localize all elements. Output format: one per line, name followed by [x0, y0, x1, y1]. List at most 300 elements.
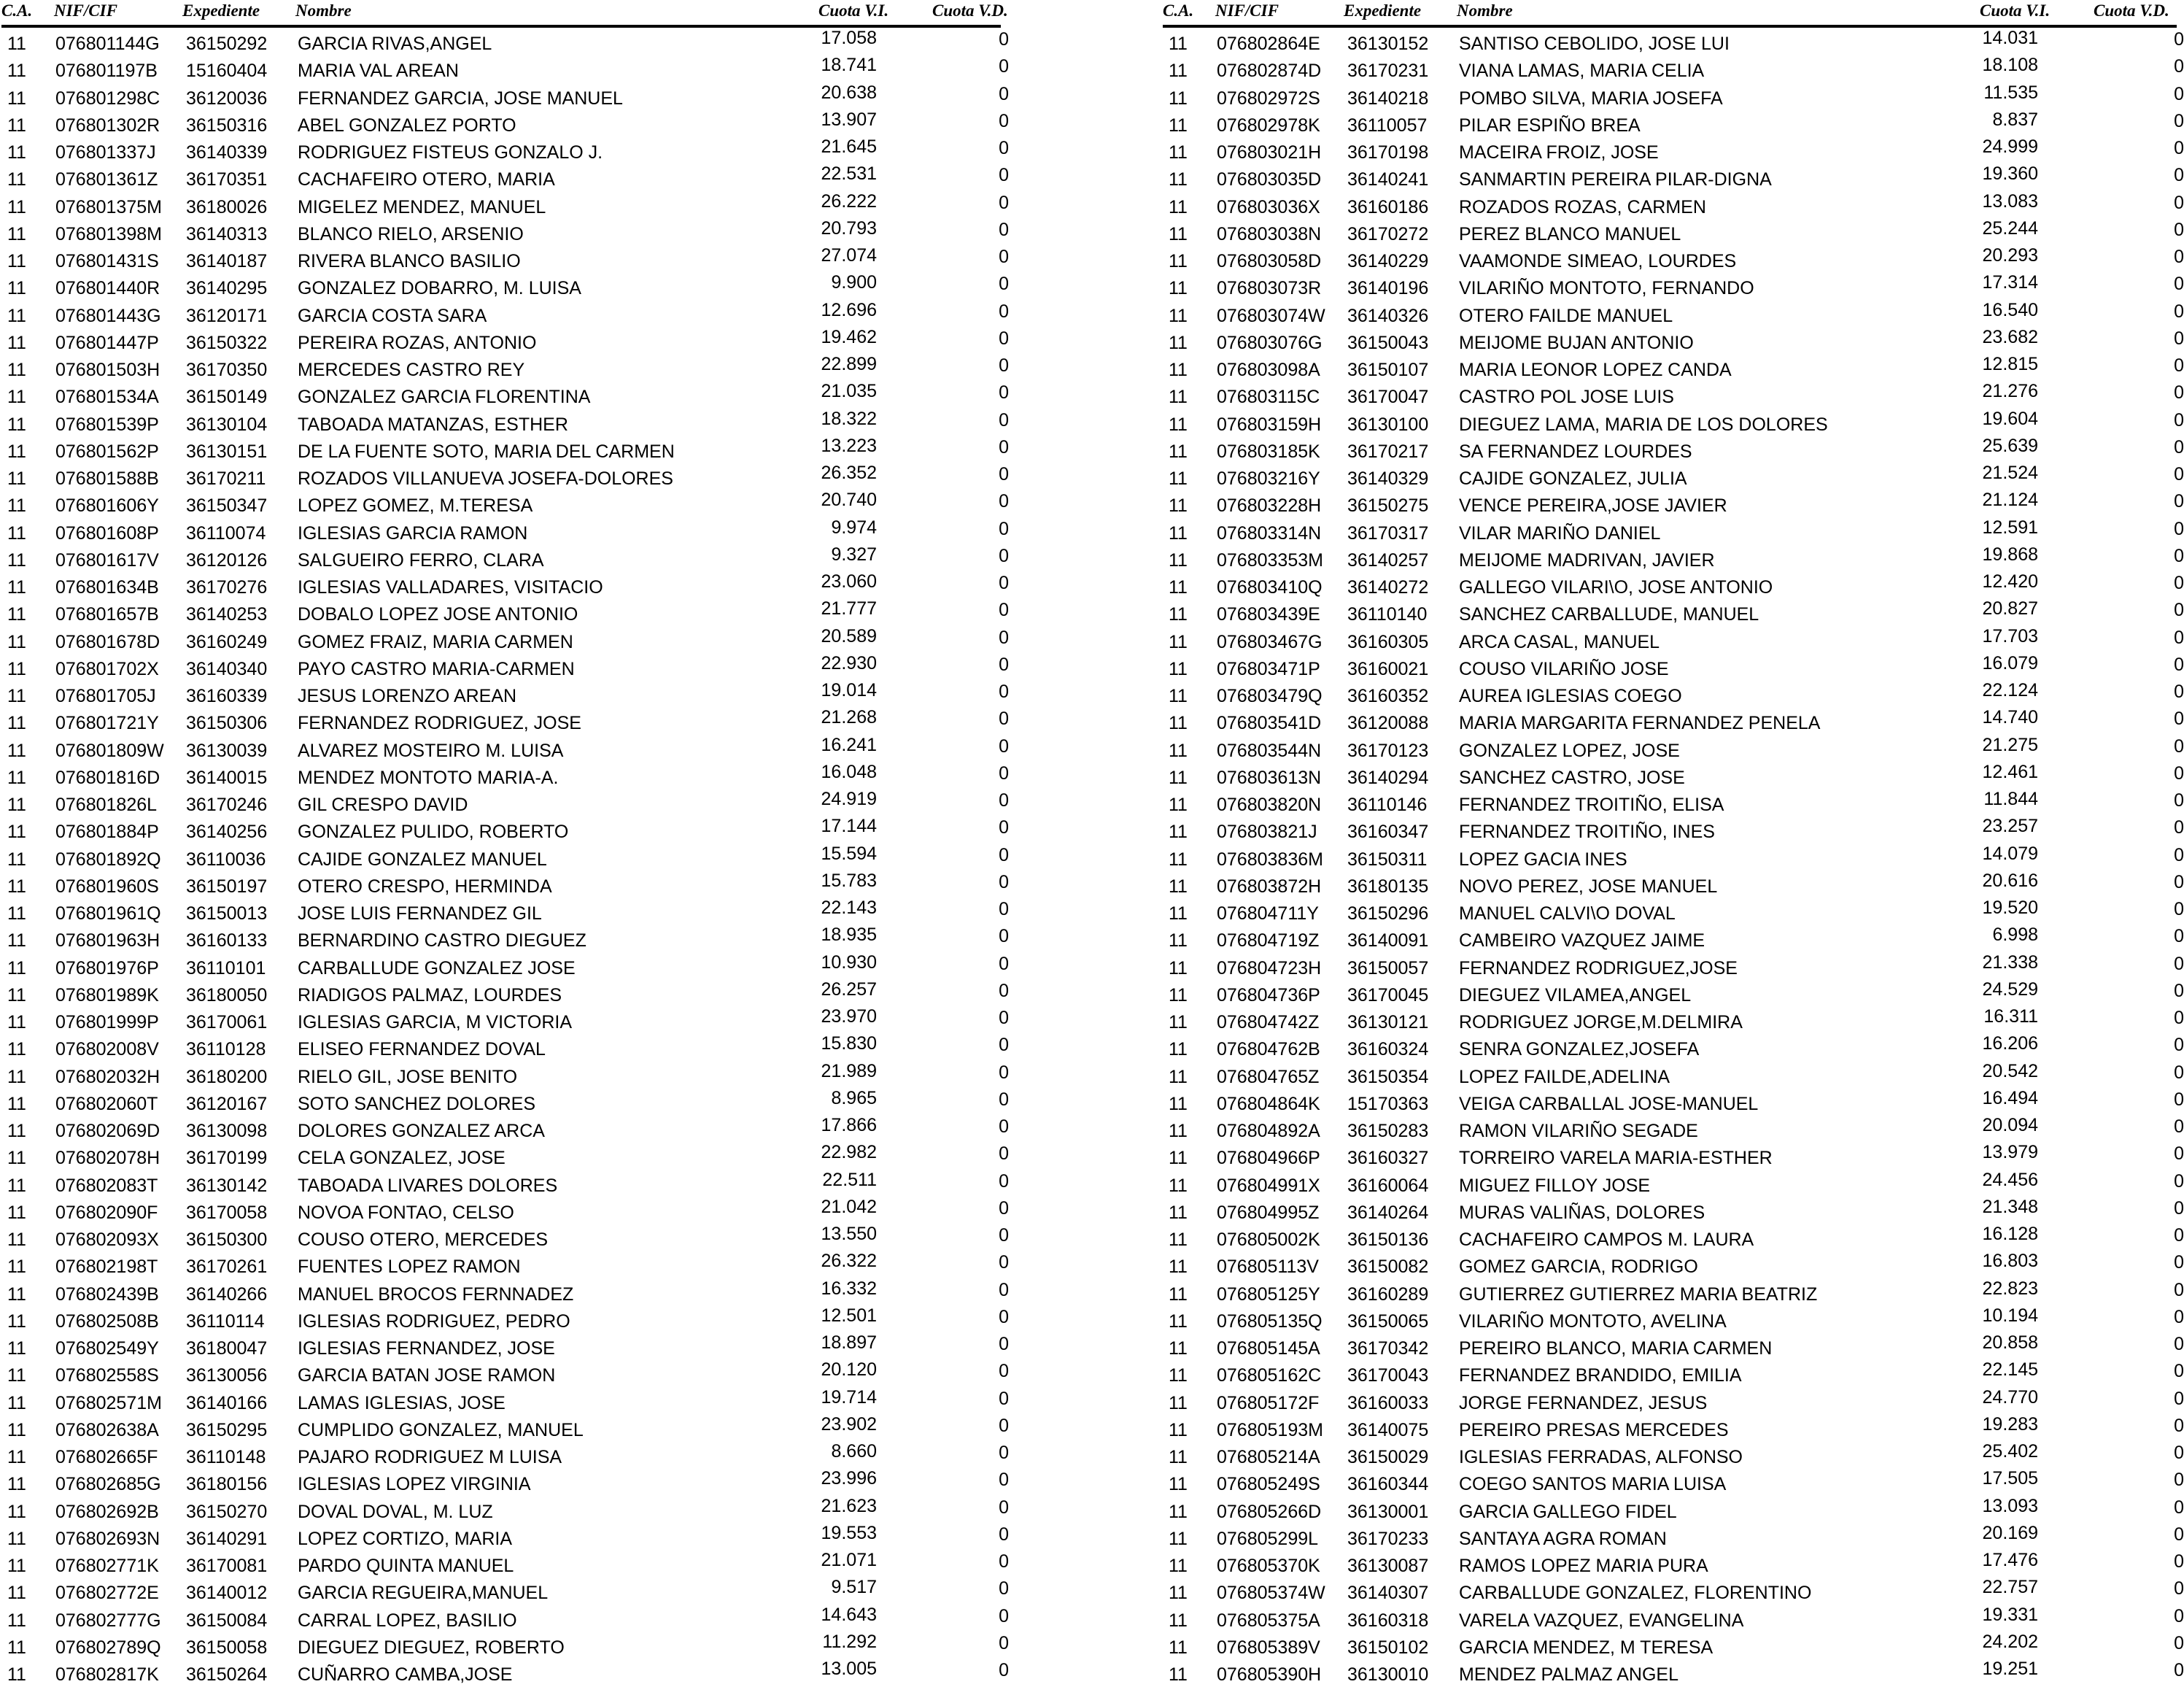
cell-expediente: 36160289 — [1347, 1284, 1429, 1305]
cuota-vd-box — [2155, 790, 2184, 812]
cell-cuota-vi: 20.293 — [1982, 245, 2038, 266]
cell-nif: 076803076G — [1217, 333, 1323, 353]
cell-expediente: 36180050 — [186, 985, 268, 1005]
cell-cuota-vi: 21.989 — [821, 1061, 877, 1081]
table-row — [1161, 1035, 2183, 1062]
cell-cuota-vd: 0 — [999, 1035, 1009, 1055]
table-row — [1161, 573, 2183, 600]
cell-ca: 11 — [7, 1583, 26, 1603]
table-row — [0, 1116, 1021, 1143]
table-row — [1161, 1171, 2183, 1198]
cell-nif: 076803058D — [1217, 251, 1322, 271]
cell-expediente: 36130010 — [1347, 1664, 1429, 1685]
table-row — [1161, 193, 2183, 220]
cuota-vi-box — [1958, 517, 2038, 539]
cell-nombre: GOMEZ GARCIA, RODRIGO — [1459, 1256, 1698, 1277]
cell-nombre: ABEL GONZALEZ PORTO — [298, 115, 516, 136]
header-cuota-vi: Cuota V.I. — [818, 1, 889, 20]
cell-expediente: 15160404 — [186, 61, 268, 81]
cuota-vi-box — [797, 897, 877, 919]
cuota-vd-box — [980, 247, 1009, 269]
cell-cuota-vi: 20.120 — [821, 1359, 877, 1380]
cell-ca: 11 — [7, 1311, 26, 1332]
table-row — [0, 1443, 1021, 1470]
table-row — [0, 845, 1021, 872]
cuota-vd-box — [2155, 437, 2184, 459]
cell-cuota-vd: 0 — [999, 1660, 1009, 1680]
cell-nombre: FERNANDEZ RODRIGUEZ, JOSE — [298, 713, 581, 733]
cuota-vd-box — [980, 1524, 1009, 1546]
cell-nif: 076801337J — [55, 142, 156, 163]
table-row — [0, 437, 1021, 464]
cuota-vi-box — [797, 1305, 877, 1327]
cell-nif: 076801375M — [55, 197, 162, 217]
cuota-vd-box — [980, 1008, 1009, 1030]
cuota-vi-box — [1958, 109, 2038, 131]
cell-expediente: 36160305 — [1347, 632, 1429, 652]
cuota-vi-box — [1958, 952, 2038, 974]
cell-ca: 11 — [1169, 197, 1188, 217]
table-row — [1161, 817, 2183, 844]
cuota-vi-box — [797, 924, 877, 946]
cell-expediente: 36150149 — [186, 387, 268, 407]
cell-expediente: 36140295 — [186, 278, 268, 298]
table-row — [1161, 1551, 2183, 1578]
cell-ca: 11 — [7, 686, 26, 706]
cell-cuota-vi: 13.223 — [821, 436, 877, 456]
cell-nombre: FERNANDEZ GARCIA, JOSE MANUEL — [298, 88, 623, 109]
cell-ca: 11 — [7, 958, 26, 978]
cuota-vd-box — [980, 1062, 1009, 1084]
cell-cuota-vi: 14.031 — [1982, 28, 2038, 48]
table-row — [1161, 138, 2183, 165]
cuota-vd-box — [2155, 111, 2184, 133]
cell-nombre: COUSO OTERO, MERCEDES — [298, 1229, 549, 1250]
cuota-vi-box — [1958, 1224, 2038, 1246]
cell-cuota-vi: 20.827 — [1982, 598, 2038, 619]
cell-expediente: 36150029 — [1347, 1447, 1429, 1467]
cell-nombre: RIADIGOS PALMAZ, LOURDES — [298, 985, 562, 1005]
cell-cuota-vd: 0 — [2174, 926, 2184, 946]
cell-expediente: 36170261 — [186, 1256, 268, 1277]
cell-expediente: 36140253 — [186, 604, 268, 625]
cell-cuota-vd: 0 — [2174, 1089, 2184, 1110]
cell-nombre: MARIA VAL AREAN — [298, 61, 459, 81]
cell-ca: 11 — [1169, 224, 1188, 244]
cell-ca: 11 — [1169, 577, 1188, 598]
cuota-vd-box — [980, 628, 1009, 649]
cell-cuota-vd: 0 — [999, 464, 1009, 485]
cell-nombre: IGLESIAS RODRIGUEZ, PEDRO — [298, 1311, 570, 1332]
cell-ca: 11 — [7, 1393, 26, 1413]
cell-nombre: SOTO SANCHEZ DOLORES — [298, 1094, 535, 1114]
table-row — [0, 1606, 1021, 1633]
cell-cuota-vi: 9.974 — [831, 517, 877, 538]
cell-expediente: 36140294 — [1347, 768, 1429, 788]
cuota-vd-box — [980, 1307, 1009, 1329]
table-row — [1161, 763, 2183, 790]
table-row — [0, 1198, 1021, 1225]
cell-nif: 076802693N — [55, 1529, 160, 1549]
cell-nombre: GONZALEZ DOBARRO, M. LUISA — [298, 278, 581, 298]
cell-cuota-vd: 0 — [2174, 247, 2184, 267]
cell-expediente: 36130039 — [186, 741, 268, 761]
cell-nif: 076802874D — [1217, 61, 1322, 81]
cell-cuota-vd: 0 — [2174, 981, 2184, 1001]
cell-cuota-vd: 0 — [999, 1198, 1009, 1219]
cell-expediente: 36140307 — [1347, 1583, 1429, 1603]
cell-ca: 11 — [7, 1338, 26, 1359]
cell-cuota-vi: 12.815 — [1982, 354, 2038, 374]
cell-ca: 11 — [7, 1148, 26, 1168]
cell-nombre: RAMON VILARIÑO SEGADE — [1459, 1121, 1698, 1141]
cell-nif: 076803185K — [1217, 441, 1320, 462]
table-row — [1161, 301, 2183, 328]
table-row — [1161, 682, 2183, 709]
cell-cuota-vi: 14.643 — [821, 1605, 877, 1625]
cell-ca: 11 — [1169, 876, 1188, 897]
cell-nif: 076802571M — [55, 1393, 162, 1413]
cuota-vi-box — [797, 109, 877, 131]
cell-nif: 076805389V — [1217, 1637, 1320, 1658]
cell-cuota-vi: 6.998 — [1992, 924, 2038, 945]
cell-cuota-vi: 16.241 — [821, 735, 877, 755]
table-row — [1161, 1606, 2183, 1633]
cuota-vd-box — [2155, 1361, 2184, 1383]
cell-nombre: CUMPLIDO GONZALEZ, MANUEL — [298, 1420, 584, 1440]
cell-ca: 11 — [1169, 61, 1188, 81]
cuota-vd-box — [2155, 519, 2184, 541]
cell-expediente: 36140241 — [1347, 169, 1429, 190]
cell-nombre: LOPEZ GOMEZ, M.TERESA — [298, 495, 533, 516]
cuota-vi-box — [1958, 1305, 2038, 1327]
table-row — [0, 1416, 1021, 1443]
header-nif: NIF/CIF — [1215, 1, 1279, 20]
cell-expediente: 36170246 — [186, 795, 268, 815]
cuota-vi-box — [797, 1359, 877, 1381]
cuota-vd-box — [2155, 29, 2184, 51]
cell-cuota-vd: 0 — [2174, 1443, 2184, 1463]
cell-nombre: GONZALEZ PULIDO, ROBERTO — [298, 822, 569, 842]
cell-cuota-vi: 18.741 — [821, 55, 877, 75]
cuota-vd-box — [2155, 1524, 2184, 1546]
cell-nombre: MURAS VALIÑAS, DOLORES — [1459, 1202, 1705, 1223]
cell-cuota-vi: 23.996 — [821, 1468, 877, 1489]
cuota-vi-box — [797, 517, 877, 539]
cuota-vi-box — [797, 1278, 877, 1300]
cuota-vd-box — [2155, 872, 2184, 894]
table-row — [1161, 1062, 2183, 1089]
cell-cuota-vi: 20.740 — [821, 490, 877, 510]
cuota-vd-box — [980, 1551, 1009, 1573]
cell-ca: 11 — [1169, 142, 1188, 163]
cell-nif: 076805135Q — [1217, 1311, 1323, 1332]
cuota-vd-box — [2155, 1089, 2184, 1111]
cell-expediente: 36150316 — [186, 115, 268, 136]
table-row — [0, 628, 1021, 655]
table-row — [0, 817, 1021, 844]
cell-nombre: RIVERA BLANCO BASILIO — [298, 251, 521, 271]
cell-ca: 11 — [1169, 985, 1188, 1005]
cell-ca: 11 — [1169, 1420, 1188, 1440]
cell-cuota-vi: 19.553 — [821, 1523, 877, 1543]
cell-expediente: 36160021 — [1347, 659, 1429, 679]
cell-cuota-vi: 26.222 — [821, 191, 877, 212]
cell-cuota-vi: 24.999 — [1982, 136, 2038, 157]
cell-cuota-vd: 0 — [2174, 410, 2184, 431]
cell-ca: 11 — [7, 741, 26, 761]
cell-nif: 076802069D — [55, 1121, 160, 1141]
cell-cuota-vi: 17.505 — [1982, 1468, 2038, 1489]
cell-nombre: GONZALEZ LOPEZ, JOSE — [1459, 741, 1680, 761]
cuota-vi-box — [797, 1550, 877, 1572]
cell-expediente: 36170061 — [186, 1012, 268, 1032]
cell-nif: 076801989K — [55, 985, 159, 1005]
cell-cuota-vd: 0 — [2174, 56, 2184, 77]
cell-cuota-vd: 0 — [999, 1524, 1009, 1545]
table-row — [1161, 274, 2183, 301]
cell-expediente: 36170043 — [1347, 1365, 1429, 1386]
cuota-vi-box — [1958, 707, 2038, 729]
table-row — [0, 709, 1021, 736]
cuota-vi-box — [797, 1605, 877, 1626]
cell-nif: 076801721Y — [55, 713, 159, 733]
cuota-vi-box — [797, 1441, 877, 1463]
cell-nif: 076801443G — [55, 306, 161, 326]
cell-expediente: 36180200 — [186, 1067, 268, 1087]
cell-ca: 11 — [1169, 1067, 1188, 1087]
table-row — [0, 1524, 1021, 1551]
cuota-vi-box — [1958, 300, 2038, 322]
cell-cuota-vi: 9.517 — [831, 1577, 877, 1597]
cell-nif: 076803021H — [1217, 142, 1322, 163]
cell-cuota-vi: 21.524 — [1982, 463, 2038, 483]
cell-nif: 076805125Y — [1217, 1284, 1320, 1305]
cell-nombre: FERNANDEZ TROITIÑO, ELISA — [1459, 795, 1724, 815]
cell-cuota-vd: 0 — [999, 926, 1009, 946]
cell-cuota-vd: 0 — [2174, 1225, 2184, 1246]
cell-nombre: CUÑARRO CAMBA,JOSE — [298, 1664, 513, 1685]
cell-expediente: 36170217 — [1347, 441, 1429, 462]
cell-ca: 11 — [1169, 1148, 1188, 1168]
cuota-vi-box — [1958, 1088, 2038, 1110]
cell-nombre: RODRIGUEZ FISTEUS GONZALO J. — [298, 142, 603, 163]
cell-nombre: ELISEO FERNANDEZ DOVAL — [298, 1039, 546, 1059]
cell-expediente: 36130151 — [186, 441, 268, 462]
cuota-vd-box — [980, 790, 1009, 812]
cell-cuota-vi: 23.902 — [821, 1414, 877, 1435]
cuota-vi-box — [1958, 816, 2038, 838]
cell-cuota-vd: 0 — [2174, 709, 2184, 729]
table-row — [0, 1389, 1021, 1416]
cell-nif: 076802093X — [55, 1229, 159, 1250]
cell-cuota-vd: 0 — [999, 899, 1009, 919]
cuota-vi-box — [797, 28, 877, 50]
cuota-vd-box — [2155, 954, 2184, 976]
cell-cuota-vi: 20.589 — [821, 626, 877, 646]
cell-ca: 11 — [1169, 278, 1188, 298]
table-row — [0, 193, 1021, 220]
cell-nif: 076801826L — [55, 795, 158, 815]
cell-cuota-vi: 21.268 — [821, 707, 877, 727]
cuota-vd-box — [980, 954, 1009, 976]
cell-cuota-vi: 11.844 — [1983, 789, 2038, 809]
cell-cuota-vi: 21.035 — [821, 381, 877, 401]
table-row — [1161, 1280, 2183, 1307]
header-cuota-vi: Cuota V.I. — [1980, 1, 2051, 20]
cell-nif: 076805002K — [1217, 1229, 1320, 1250]
cell-expediente: 36130100 — [1347, 414, 1429, 435]
cuota-vd-box — [2155, 301, 2184, 323]
cell-expediente: 36160327 — [1347, 1148, 1429, 1168]
cell-ca: 11 — [7, 197, 26, 217]
cuota-vi-box — [797, 1251, 877, 1273]
cuota-vi-box — [1958, 844, 2038, 865]
cuota-vi-box — [1958, 1115, 2038, 1137]
cell-nombre: JOSE LUIS FERNANDEZ GIL — [298, 903, 542, 924]
cell-cuota-vi: 21.276 — [1982, 381, 2038, 401]
cell-ca: 11 — [7, 333, 26, 353]
cell-nif: 076801503H — [55, 360, 160, 380]
cuota-vd-box — [980, 1334, 1009, 1356]
table-row — [1161, 845, 2183, 872]
cell-nombre: CACHAFEIRO OTERO, MARIA — [298, 169, 555, 190]
cell-cuota-vd: 0 — [999, 845, 1009, 865]
cell-cuota-vd: 0 — [999, 655, 1009, 675]
cell-cuota-vi: 21.042 — [821, 1197, 877, 1217]
cuota-vi-box — [1958, 1142, 2038, 1164]
table-row — [1161, 790, 2183, 817]
cell-nif: 076805249S — [1217, 1474, 1320, 1494]
cell-ca: 11 — [7, 659, 26, 679]
cell-cuota-vd: 0 — [2174, 464, 2184, 485]
cell-ca: 11 — [7, 169, 26, 190]
cell-nombre: VENCE PEREIRA,JOSE JAVIER — [1459, 495, 1727, 516]
cuota-vd-box — [980, 1252, 1009, 1274]
cell-expediente: 36150082 — [1347, 1256, 1429, 1277]
cell-cuota-vi: 22.982 — [821, 1142, 877, 1162]
cell-cuota-vi: 22.511 — [822, 1170, 877, 1190]
cell-nif: 076803314N — [1217, 523, 1322, 544]
cell-ca: 11 — [1169, 1039, 1188, 1059]
cuota-vi-box — [1958, 897, 2038, 919]
cell-nif: 076803541D — [1217, 713, 1322, 733]
table-row — [0, 1035, 1021, 1062]
cell-expediente: 36120088 — [1347, 713, 1429, 733]
cell-cuota-vd: 0 — [999, 763, 1009, 784]
cuota-vi-box — [797, 1115, 877, 1137]
cell-expediente: 36170123 — [1347, 741, 1429, 761]
cell-expediente: 36110101 — [186, 958, 266, 978]
cell-cuota-vd: 0 — [999, 56, 1009, 77]
cell-nombre: RAMOS LOPEZ MARIA PURA — [1459, 1556, 1708, 1576]
cuota-vi-box — [1958, 1359, 2038, 1381]
cell-nif: 076804991X — [1217, 1176, 1320, 1196]
cuota-vd-box — [2155, 1497, 2184, 1519]
cell-expediente: 36170047 — [1347, 387, 1429, 407]
cuota-vi-box — [797, 1142, 877, 1164]
cell-cuota-vi: 10.930 — [821, 952, 877, 973]
cell-ca: 11 — [1169, 1121, 1188, 1141]
cell-ca: 11 — [7, 468, 26, 489]
cuota-vd-box — [980, 1497, 1009, 1519]
cell-nif: 076802508B — [55, 1311, 159, 1332]
cell-nombre: MEIJOME MADRIVAN, JAVIER — [1459, 550, 1715, 571]
cell-expediente: 36150136 — [1347, 1229, 1429, 1250]
cell-nif: 076802978K — [1217, 115, 1320, 136]
cell-cuota-vd: 0 — [999, 1497, 1009, 1518]
cell-ca: 11 — [7, 115, 26, 136]
cell-nombre: FERNANDEZ RODRIGUEZ,JOSE — [1459, 958, 1738, 978]
table-row — [0, 926, 1021, 953]
cuota-vi-box — [797, 300, 877, 322]
table-row — [0, 899, 1021, 926]
cell-cuota-vd: 0 — [999, 736, 1009, 757]
cell-nif: 076801976P — [55, 958, 159, 978]
table-row — [0, 600, 1021, 627]
table-row — [1161, 1252, 2183, 1279]
cell-nif: 076805193M — [1217, 1420, 1323, 1440]
cell-cuota-vi: 23.060 — [821, 571, 877, 592]
cell-expediente: 36120126 — [186, 550, 268, 571]
cuota-vi-box — [1958, 924, 2038, 946]
cell-cuota-vi: 18.935 — [821, 924, 877, 945]
cell-cuota-vd: 0 — [2174, 84, 2184, 104]
cell-nombre: DE LA FUENTE SOTO, MARIA DEL CARMEN — [298, 441, 675, 462]
cell-cuota-vi: 18.897 — [821, 1332, 877, 1353]
cell-nombre: VILARIÑO MONTOTO, FERNANDO — [1459, 278, 1754, 298]
cell-nombre: DOBALO LOPEZ JOSE ANTONIO — [298, 604, 578, 625]
cell-cuota-vi: 22.757 — [1982, 1577, 2038, 1597]
cell-nif: 076801617V — [55, 550, 159, 571]
cell-cuota-vi: 13.550 — [821, 1224, 877, 1244]
cuota-vi-box — [797, 870, 877, 892]
table-row — [0, 1143, 1021, 1170]
header-nif: NIF/CIF — [54, 1, 117, 20]
cell-cuota-vi: 23.970 — [821, 1006, 877, 1027]
cuota-vd-box — [2155, 382, 2184, 404]
cell-cuota-vd: 0 — [999, 1389, 1009, 1409]
cell-nombre: POMBO SILVA, MARIA JOSEFA — [1459, 88, 1723, 109]
cuota-vi-box — [1958, 82, 2038, 104]
cuota-vi-box — [1958, 1387, 2038, 1409]
table-row — [0, 410, 1021, 437]
header-ca: C.A. — [1, 1, 33, 20]
cuota-vd-box — [2155, 926, 2184, 948]
cuota-vd-box — [980, 1035, 1009, 1057]
cell-ca: 11 — [7, 1637, 26, 1658]
cell-expediente: 36170081 — [186, 1556, 268, 1576]
cell-cuota-vi: 21.275 — [1982, 735, 2038, 755]
cell-nif: 076801816D — [55, 768, 160, 788]
cell-cuota-vd: 0 — [999, 1171, 1009, 1192]
cuota-vi-box — [797, 1088, 877, 1110]
cell-expediente: 36140272 — [1347, 577, 1429, 598]
cell-expediente: 36170045 — [1347, 985, 1429, 1005]
cell-cuota-vi: 16.206 — [1982, 1033, 2038, 1054]
cell-expediente: 36150270 — [186, 1502, 268, 1522]
cell-cuota-vi: 19.462 — [821, 327, 877, 347]
cuota-vd-box — [2155, 763, 2184, 785]
cell-cuota-vi: 21.071 — [821, 1550, 877, 1570]
cell-cuota-vi: 16.332 — [821, 1278, 877, 1299]
cuota-vi-box — [1958, 1251, 2038, 1273]
cell-cuota-vd: 0 — [2174, 1334, 2184, 1354]
cuota-vi-box — [1958, 327, 2038, 349]
cell-nif: 076803038N — [1217, 224, 1322, 244]
cuota-vd-box — [980, 1361, 1009, 1383]
cell-cuota-vd: 0 — [999, 817, 1009, 838]
